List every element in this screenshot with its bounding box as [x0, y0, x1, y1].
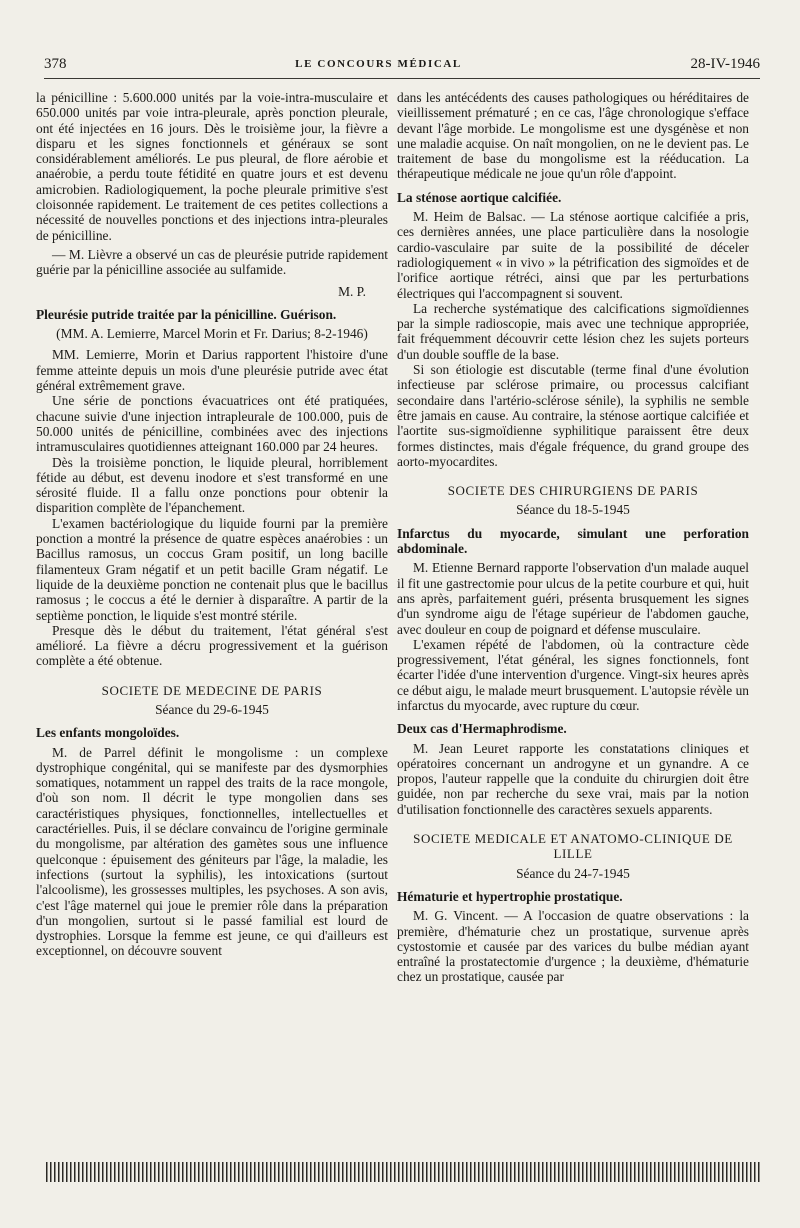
paragraph: M. Etienne Bernard rapporte l'observation d'un malade auquel il fit une gastrectomie pour ulcus de la petite courbure et qui, huit ans après, parfaitement guéri, présenta brusquement les signes d'un syndrome aigu de l'étage supérieur de l'abdomen gauche, avec douleur en coup de poignard et défense musculaire.	[397, 560, 749, 637]
paragraph: MM. Lemierre, Morin et Darius rapportent l'histoire d'une femme atteinte depuis un mois d'une pleurésie putride avec état général extrêmement grave.	[36, 347, 388, 394]
article-title: Deux cas d'Hermaphrodisme.	[397, 721, 567, 737]
article-title: Les enfants mongoloïdes.	[36, 725, 180, 741]
session-date: Séance du 24-7-1945	[516, 865, 630, 881]
paragraph: M. Heim de Balsac. — La sténose aortique calcifiée a pris, ces dernières années, une place particulière dans la nosologie cardio-vasculaire par suite de la possibilité de déceler radiologiquement « in vivo » la pétrification des sigmoïdes et de l'orifice aortique rétréci, ainsi que par les perturbations électriques qui l'accompagnent si souvent.	[397, 209, 749, 301]
society-heading: SOCIETE DES CHIRURGIENS DE PARIS	[447, 483, 699, 499]
paragraph: M. de Parrel définit le mongolisme : un complexe dystrophique congénital, qui se manifeste par des dysmorphies somatiques, notamment un rappel des traits de la race mongole, d'où son nom. Il décrit le type mongolien dans ses caractéristiques physiques, fonctionnelles, intellectuelles et caractérielles. Puis, il se déclare convaincu de l'origine germinale du mongolisme, par altération des gamètes sous une influence quelconque : épuisement des géniteurs par l'âge, la maladie, les infections (surtout la syphilis), les intoxications (surtout l'alcoolisme), les grossesses multiples, les psychoses. A son avis, c'est l'âge maternel qui joue le premier rôle dans la préparation d'un mongolien, surtout si le passé familial est lourd de dystrophies. Lorsque la femme est jeune, ce qui d'ailleurs est exceptionnel, on découvre souvent	[36, 744, 388, 959]
paragraph: Si son étiologie est discutable (terme final d'une évolution infectieuse par sclérose primaire, ou processus calcifiant secondaire dans l'artério-sclérose sénile), la syphilis ne semble être jamais en cause. Au contraire, la sténose aortique calcifiée et l'aortite sus-sigmoïdienne syphilitique paraissent être deux formes distinctes, mais d'égale fréquence, du grand groupe des aorto-myocardites.	[397, 362, 749, 469]
issue-date: 28-IV-1946	[690, 55, 760, 72]
article-title: Infarctus du myocarde, simulant une perforation abdominale.	[397, 525, 749, 557]
session-date: Séance du 29-6-1945	[155, 701, 269, 717]
page-number: 378	[44, 55, 67, 72]
paragraph: — M. Lièvre a observé un cas de pleurésie putride rapidement guérie par la pénicilline associée au sulfamide.	[36, 246, 388, 278]
article-citation: (MM. A. Lemierre, Marcel Morin et Fr. Darius; 8-2-1946)	[56, 326, 368, 342]
society-heading: SOCIETE MEDICALE ET ANATOMO-CLINIQUE DE LILLE	[413, 831, 733, 862]
paragraph: Une série de ponctions évacuatrices ont été pratiquées, chacune suivie d'une injection intrapleurale de 100.000, puis de 50.000 unités de pénicilline, combinées avec des injections intramusculaires quotidiennes atteignant 160.000 par 24 heures.	[36, 393, 388, 455]
paragraph: Presque dès le début du traitement, l'état général s'est amélioré. La fièvre a décru progressivement et la guérison complète a été obtenue.	[36, 622, 388, 669]
paragraph: L'examen répété de l'abdomen, où la contracture cède progressivement, l'état général, les signes fonctionnels, font écarter l'idée d'une intervention d'urgence. Vingt-six heures après ce début aigu, le malade meurt brusquement. L'autopsie révèle un infarctus du myocarde, avec rupture du cœur.	[397, 636, 749, 713]
header-rule	[44, 78, 760, 79]
page-header	[44, 52, 760, 76]
paragraph: L'examen bactériologique du liquide fourni par la première ponction a montré la présence de quatre espèces anaérobies : un Bacillus ramosus, un coccus Gram positif, un long bacille filamenteux Gram négatif et un petit bacille Gram négatif. Le liquide de la deuxième ponction ne contenait plus que le bacillus ramosus ; le coccus a été le dernier à disparaître. A partir de la septième ponction, le liquide s'est montré stérile.	[36, 515, 388, 623]
article-title: Pleurésie putride traitée par la pénicilline. Guérison.	[36, 306, 337, 322]
paragraph: M. G. Vincent. — A l'occasion de quatre observations : la première, d'hématurie chez un prostatique, survenue après cystostomie et causée par des varices du bulbe médian ayant entraîné la prostatectomie d'urgence ; la deuxième, d'hématurie chez un prostatique, causée par	[397, 908, 749, 985]
barcode-strip	[46, 1162, 760, 1182]
article-title: La sténose aortique calcifiée.	[397, 189, 562, 205]
paragraph: dans les antécédents des causes pathologiques ou héréditaires de vieillissement prématuré ; en ce cas, l'âge chronologique s'efface devant l'âge morbide. Le mongolisme est une dysgénèse et non une maladie acquise. On naît mongolien, on ne le devient pas. Le traitement de base du mongolisme est la rééducation. La thérapeutique médicale ne joue qu'un rôle d'appoint.	[397, 90, 749, 182]
paragraph: la pénicilline : 5.600.000 unités par la voie-intra-musculaire et 650.000 unités par voie intra-pleurale, après ponction pleurale, ont été injectées en 16 jours. Dès le troisième jour, la fièvre a disparu et les signes fonctionnels et généraux se sont considérablement améliorés. Le pus pleural, de flore aérobie et anaérobie, a perdu toute fétidité en quatre jours et est devenu amicrobien. Radiologiquement, la poche pleurale primitive s'est cloisonnée rapidement. Le traitement de ces petites collections a nécessité de nouvelles ponctions et des injections intra-pleurales de pénicilline.	[36, 90, 388, 243]
paragraph: La recherche systématique des calcifications sigmoïdiennes par la simple radioscopie, mais avec une technique appropriée, fait fréquemment découvrir cette lésion chez les sujets porteurs d'un double souffle de la base.	[397, 300, 749, 362]
article-title: Hématurie et hypertrophie prostatique.	[397, 888, 623, 904]
session-date: Séance du 18-5-1945	[516, 502, 630, 518]
signature: M. P.	[338, 283, 366, 299]
paragraph: Dès la troisième ponction, le liquide pleural, horriblement fétide au début, est devenu inodore et s'est transformé en une sérosité fluide. Il a fallu onze ponctions pour obtenir la disparition complète de l'épanchement.	[36, 454, 388, 516]
journal-title: LE CONCOURS MÉDICAL	[295, 58, 462, 70]
right-column	[397, 90, 749, 985]
paragraph: M. Jean Leuret rapporte les constatations cliniques et opératoires concernant un androgyne et un gynandre. A ce propos, l'auteur rappelle que la conduite du chirurgien doit être guidée, non par recherche du sexe vrai, mais par la notion d'utilisation fonctionnelle des caractères sexuels apparents.	[397, 740, 749, 817]
society-heading: SOCIETE DE MEDECINE DE PARIS	[101, 682, 323, 698]
left-column	[36, 90, 388, 959]
